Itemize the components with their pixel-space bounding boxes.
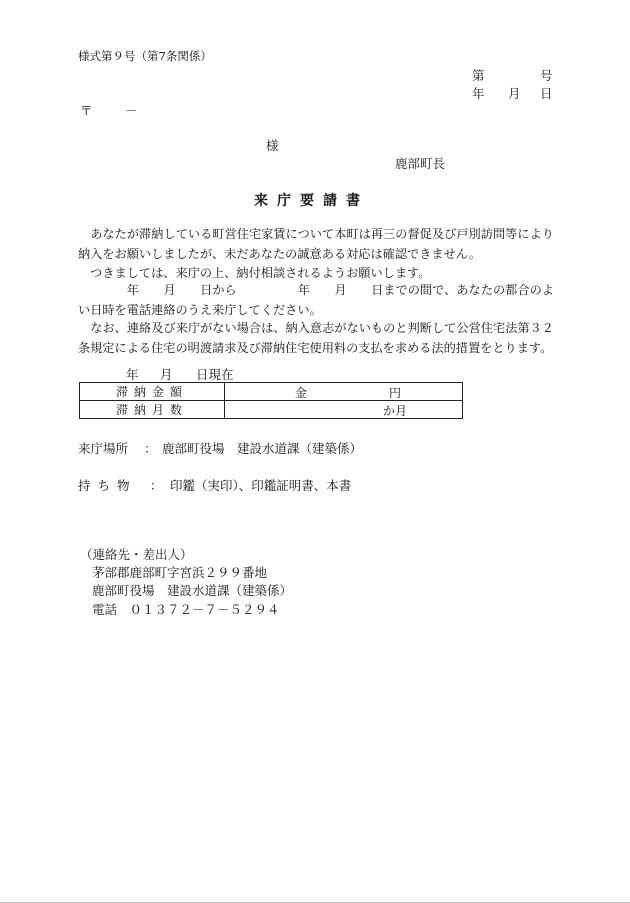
contact-address: 茅部郡鹿部町字宮浜２９９番地 xyxy=(92,565,268,580)
arrears-amount-unit: 円 xyxy=(389,386,402,400)
form-id: 様式第９号（第7条関係） xyxy=(78,49,212,63)
arrears-months-unit: か月 xyxy=(383,404,408,418)
arrears-amount-prefix: 金 xyxy=(295,386,308,400)
contact-office: 鹿部町役場 建設水道課（建築係） xyxy=(92,583,293,598)
belongings-sep: ： xyxy=(150,478,163,493)
visit-place-value: 鹿部町役場 建設水道課（建築係） xyxy=(162,441,363,456)
arrears-amount-cell xyxy=(225,383,463,401)
sender-name: 鹿部町長 xyxy=(395,156,446,171)
arrears-months-label: 滞納月数 xyxy=(80,401,225,419)
addressee-suffix: 様 xyxy=(266,138,279,153)
as-of-month: 月 xyxy=(160,367,173,382)
date-month: 月 xyxy=(508,86,521,101)
date-year: 年 xyxy=(472,86,485,101)
arrears-amount-label: 滞納金額 xyxy=(80,383,225,401)
as-of-suffix: 日現在 xyxy=(196,367,234,382)
paragraph-1: あなたが滞納している町営住宅家賃について本町は再三の督促及び戸別訪問等により納入をお願いしましたが、未だあなたの誠意ある対応は確認できません。 xyxy=(78,227,554,261)
visit-place-sep: ： xyxy=(144,441,157,456)
paragraph-2: つきましては、来庁の上、納付相談されるようお願いします。 xyxy=(78,266,431,280)
postal-mark: 〒 xyxy=(80,103,93,118)
arrears-table xyxy=(79,382,463,419)
page-title: 来庁要請書 xyxy=(254,193,369,209)
paragraph-3: 年 月 日から 年 月 日までの間で、あなたの都合のよい日時を電話連絡のうえ来庁してください。 xyxy=(78,283,554,317)
contact-heading: （連絡先・差出人） xyxy=(80,547,193,562)
belongings-label: 持ち物 xyxy=(78,478,137,493)
paragraph-4: なお、連絡及び来庁がない場合は、納入意志がないものと判断して公営住宅法第３２条規定による住宅の明渡請求及び滞納住宅使用料の支払を求める法的措置をとります。 xyxy=(78,321,554,355)
doc-number-suffix: 号 xyxy=(540,68,553,83)
table-row xyxy=(80,401,463,419)
contact-phone: 電話 ０１３７２－７－５２９４ xyxy=(92,602,280,617)
doc-number-prefix: 第 xyxy=(472,68,485,83)
date-day: 日 xyxy=(540,86,553,101)
postal-dash: － xyxy=(125,103,138,118)
table-row xyxy=(80,383,463,401)
visit-place-label: 来庁場所 xyxy=(78,441,129,456)
belongings-value: 印鑑（実印）、印鑑証明書、本書 xyxy=(170,478,352,493)
as-of-year: 年 xyxy=(126,367,139,382)
arrears-months-cell xyxy=(225,401,463,419)
